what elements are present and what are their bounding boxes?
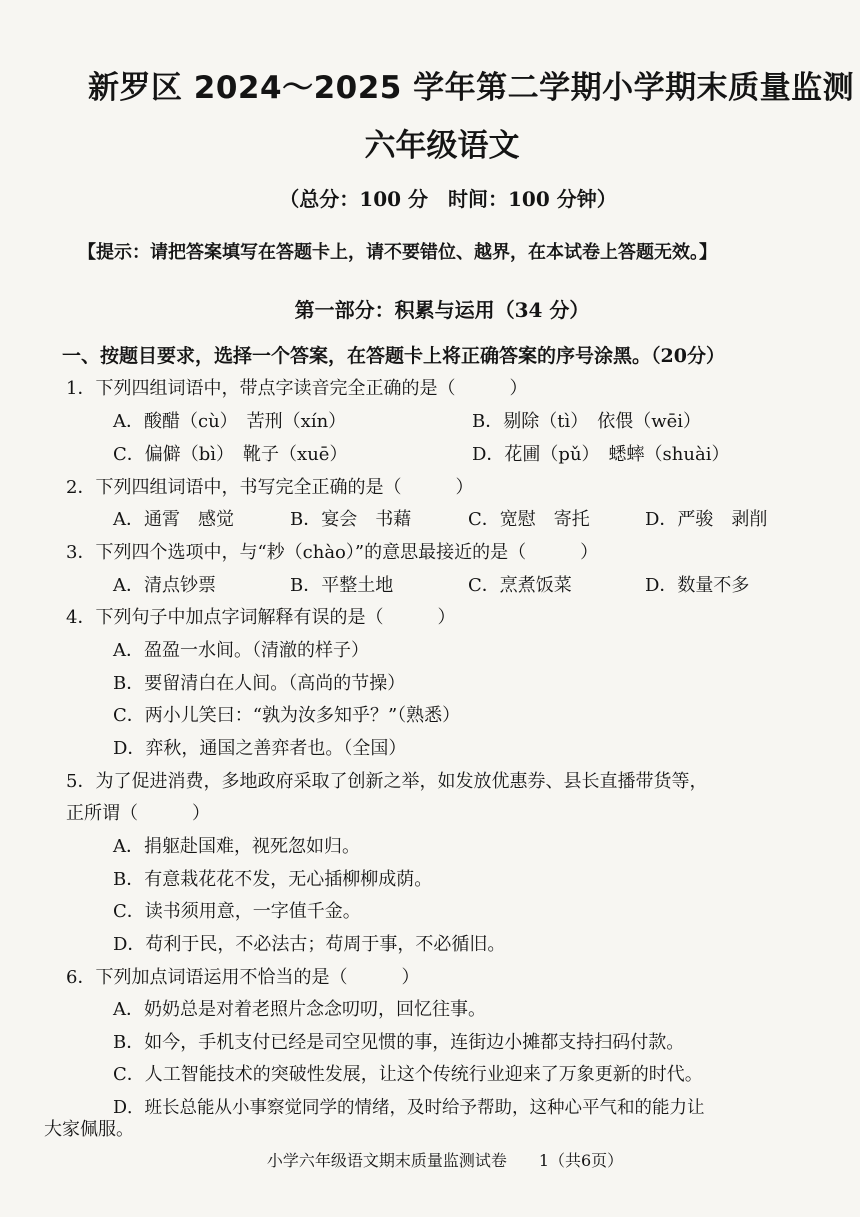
question-4-option-c: C．两小儿笑曰：“孰为汝多知乎？”（熟悉） bbox=[113, 705, 461, 726]
question-2-option-b: B．宴会 书藉 bbox=[290, 509, 412, 530]
question-3-option-b: B．平整土地 bbox=[290, 575, 394, 596]
question-2-option-a: A．通霄 感觉 bbox=[113, 509, 234, 530]
exam-subject: 六年级语文 bbox=[364, 128, 520, 164]
question-4-stem: 4．下列句子中加点字词解释有误的是（ ） bbox=[66, 607, 456, 628]
question-3-option-c: C．烹煮饭菜 bbox=[468, 575, 572, 596]
question-5-stem: 5．为了促进消费，多地政府采取了创新之举，如发放优惠券、县长直播带货等， bbox=[66, 771, 708, 792]
question-6-stem: 6．下列加点词语运用不恰当的是（ ） bbox=[66, 967, 420, 988]
question-1-option-b: B．剔除（tì） 依偎（wēi） bbox=[472, 411, 702, 432]
question-4-option-a: A．盈盈一水间。（清澈的样子） bbox=[113, 640, 369, 661]
question-6-option-d: D．班长总能从小事察觉同学的情绪，及时给予帮助，这种心平气和的能力让 bbox=[113, 1098, 705, 1118]
exam-title: 新罗区 2024～2025 学年第二学期小学期末质量监测 bbox=[88, 70, 855, 106]
question-6-option-c: C．人工智能技术的突破性发展，让这个传统行业迎来了万象更新的时代。 bbox=[113, 1064, 703, 1085]
question-2-option-c: C．宽慰 寄托 bbox=[468, 509, 590, 530]
question-1-option-d: D．花圃（pǔ） 蟋蟀（shuài） bbox=[472, 444, 730, 465]
page-footer: 小学六年级语文期末质量监测试卷 1（共6页） bbox=[266, 1151, 624, 1170]
question-3-stem: 3．下列四个选项中，与“耖（chào）”的意思最接近的是（ ） bbox=[66, 542, 599, 563]
question-3-option-d: D．数量不多 bbox=[645, 575, 750, 596]
question-6-option-a: A．奶奶总是对着老照片念念叨叨，回忆往事。 bbox=[113, 999, 486, 1020]
question-1-option-c: C．偏僻（bì） 靴子（xuē） bbox=[113, 444, 348, 465]
question-5-stem-cont: 正所谓（ ） bbox=[66, 803, 210, 824]
exam-meta: （总分：100 分 时间：100 分钟） bbox=[279, 187, 617, 211]
question-5-option-d: D．苟利于民，不必法古；苟周于事，不必循旧。 bbox=[113, 934, 506, 955]
question-2-stem: 2．下列四组词语中，书写完全正确的是（ ） bbox=[66, 477, 474, 498]
question-5-option-b: B．有意栽花花不发，无心插柳柳成荫。 bbox=[113, 869, 433, 890]
question-5-option-a: A．捐躯赴国难，视死忽如归。 bbox=[113, 836, 360, 857]
section-heading: 一、按题目要求，选择一个答案，在答题卡上将正确答案的序号涂黑。（20分） bbox=[62, 345, 725, 367]
answer-tip: 【提示：请把答案填写在答题卡上，请不要错位、越界，在本试卷上答题无效。】 bbox=[78, 242, 717, 263]
question-6-option-d-cont: 大家佩服。 bbox=[44, 1119, 134, 1140]
question-1-option-a: A．酸醋（cù） 苦刑（xín） bbox=[113, 411, 347, 432]
question-4-option-d: D．弈秋，通国之善弈者也。（全国） bbox=[113, 738, 407, 759]
question-4-option-b: B．要留清白在人间。（高尚的节操） bbox=[113, 673, 406, 694]
question-5-option-c: C．读书须用意，一字值千金。 bbox=[113, 901, 361, 922]
question-2-option-d: D．严骏 剥削 bbox=[645, 509, 768, 530]
question-3-option-a: A．清点钞票 bbox=[113, 575, 216, 596]
part-heading: 第一部分：积累与运用（34 分） bbox=[294, 298, 590, 322]
question-6-option-b: B．如今，手机支付已经是司空见惯的事，连街边小摊都支持扫码付款。 bbox=[113, 1032, 685, 1053]
question-1-stem: 1．下列四组词语中，带点字读音完全正确的是（ ） bbox=[66, 378, 528, 399]
